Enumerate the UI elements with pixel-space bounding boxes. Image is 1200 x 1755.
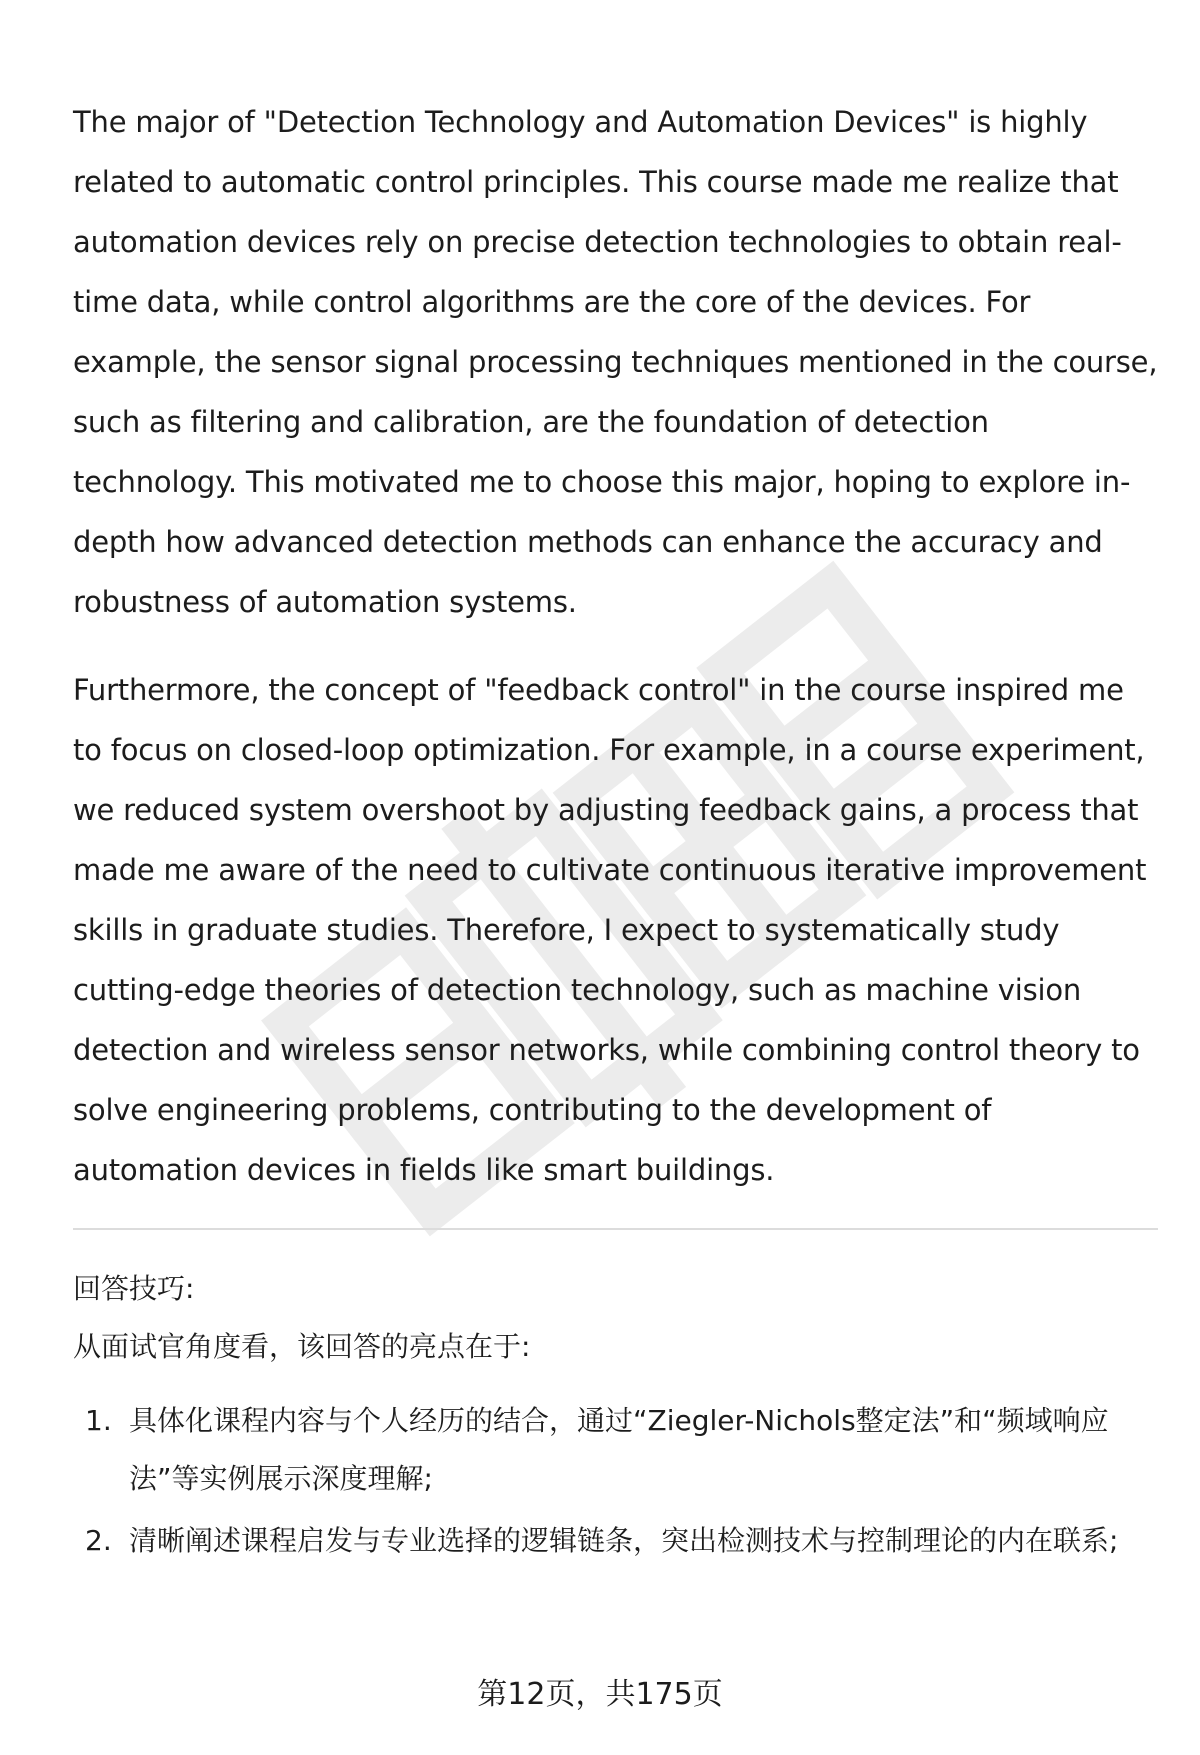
tips-title: 回答技巧: — [73, 1272, 195, 1305]
tips-list-item-1 — [73, 1392, 1158, 1508]
tips-intro: 从面试官角度看，该回答的亮点在于: — [73, 1330, 531, 1363]
body-paragraph-1: The major of "Detection Technology and Automation Devices" is highly related to automatic control principles. This course made me realize that automation devices rely on precise detection technologies to obtain real-time data, while control algorithms are the core of the devices. For example, the sensor signal processing techniques mentioned in the course, such as filtering and calibration, are the foundation of detection technology. This motivated me to choose this major, hoping to explore in-depth how advanced detection methods can enhance the accuracy and robustness of automation systems. — [73, 105, 1158, 619]
tips-item-text: 具体化课程内容与个人经历的结合，通过“Ziegler-Nichols整定法”和“频域响应法”等实例展示深度理解; — [129, 1404, 1109, 1495]
main-content — [73, 92, 1158, 1574]
tips-list-item-2 — [73, 1512, 1158, 1570]
section-divider — [73, 1228, 1158, 1230]
tips-item-number: 1. — [85, 1404, 112, 1437]
page-footer: 第12页，共175页 — [477, 1677, 723, 1712]
tips-item-number: 2. — [85, 1524, 112, 1557]
tips-list — [73, 1392, 1158, 1570]
body-paragraph-2: Furthermore, the concept of "feedback control" in the course inspired me to focus on closed-loop optimization. For example, in a course experiment, we reduced system overshoot by adjusting feedback gains, a process that made me aware of the need to cultivate continuous iterative improvement skills in graduate studies. Therefore, I expect to systematically study cutting-edge theories of detection technology, such as machine vision detection and wireless sensor networks, while combining control theory to solve engineering problems, contributing to the development of automation devices in fields like smart buildings. — [73, 673, 1147, 1187]
tips-item-text: 清晰阐述课程启发与专业选择的逻辑链条，突出检测技术与控制理论的内在联系; — [129, 1524, 1119, 1557]
